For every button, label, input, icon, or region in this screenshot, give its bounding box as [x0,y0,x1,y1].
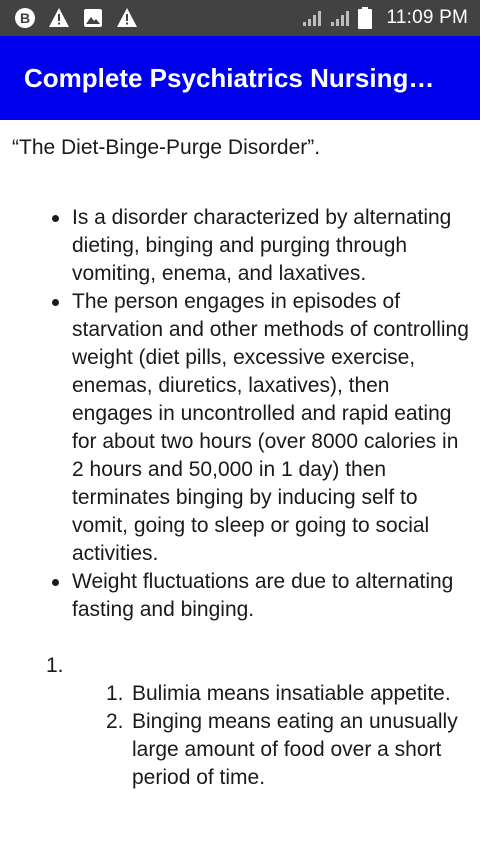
svg-text:B: B [19,10,31,26]
sub-list-text: Binging means eating an unusually large amount of food over a short period of time. [132,710,458,789]
bullet-item: The person engages in episodes of starvation and other methods of controlling weight (diet pills, excessive exercise, enemas, diuretics, laxatives), then engages in uncontrolled and rapid eating for about two hours (over 8000 calories in 2 hours and 50,000 in 1 day) then terminates binging by inducing self to vomit, going to sleep or going to social activities. [72,288,480,568]
warning-icon [48,7,70,29]
bullet-list [0,204,480,624]
numbered-item [0,652,480,792]
status-bar [0,0,480,36]
intro-heading: “The Diet-Binge-Purge Disorder”. [12,136,321,159]
list-number: 1. [46,654,64,677]
bullet-item: Is a disorder characterized by alternating dieting, binging and purging through vomiting, enema, and laxatives. [72,204,480,288]
article-content[interactable] [0,120,480,854]
sub-list-item [106,708,480,792]
bullet-item: Weight fluctuations are due to alternating fasting and binging. [72,568,480,624]
signal-icon [302,10,322,26]
system-icons [302,6,468,30]
numbered-list [0,652,480,792]
sub-numbered-list [0,680,480,792]
list-number: 2. [106,710,124,733]
clock: 11:09 PM [386,7,468,28]
list-number: 1. [106,682,124,705]
app-bar [0,36,480,120]
notification-icons [14,6,138,30]
image-icon [82,7,104,29]
warning-icon [116,7,138,29]
battery-icon [358,7,372,29]
sub-list-item [106,680,480,708]
signal-icon [330,10,350,26]
sub-list-text: Bulimia means insatiable appetite. [132,682,451,705]
app-badge-icon [14,7,36,29]
app-title: Complete Psychiatrics Nursing… [24,63,435,93]
